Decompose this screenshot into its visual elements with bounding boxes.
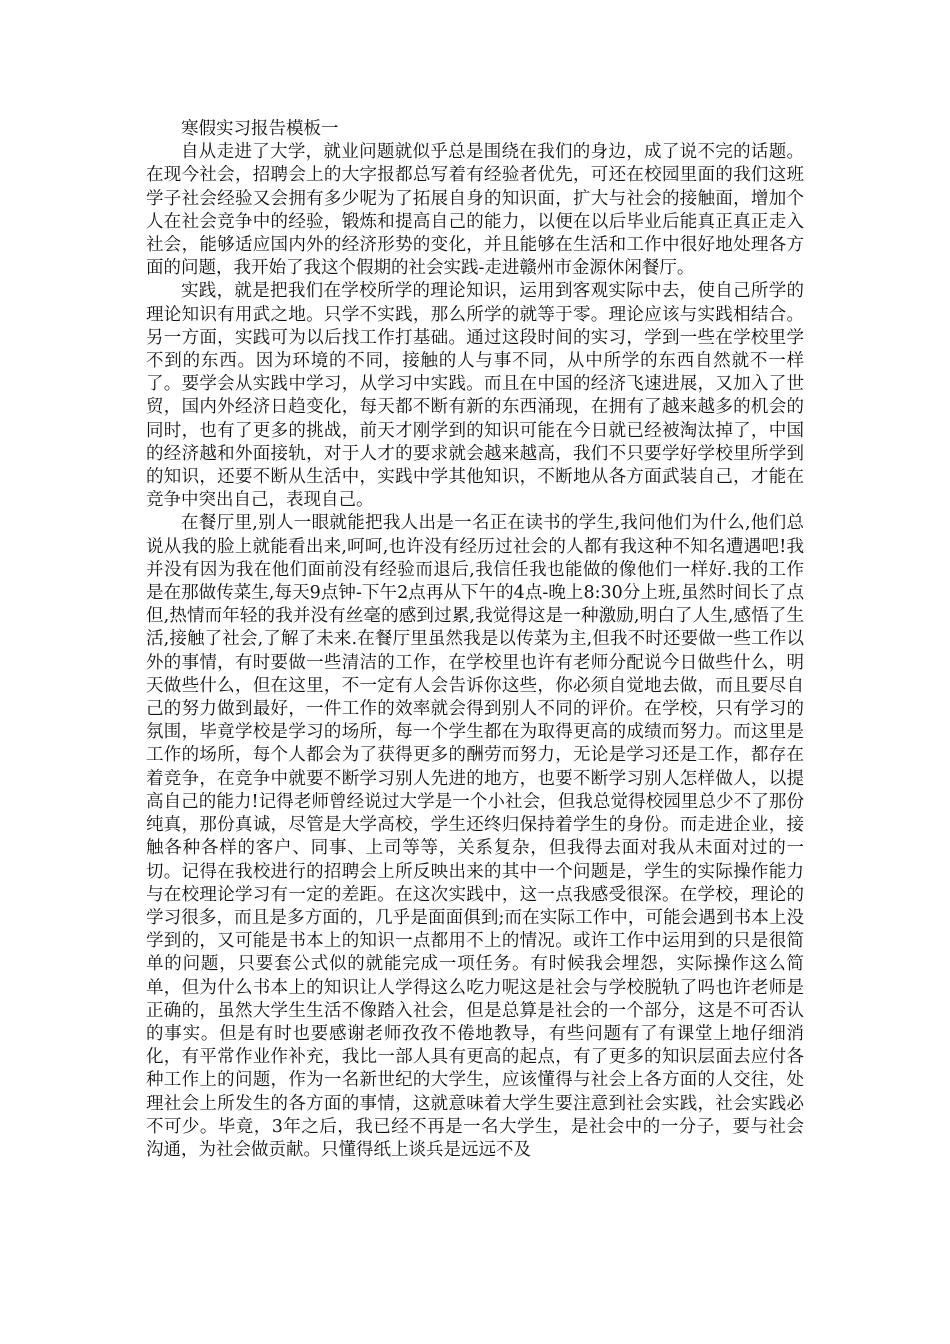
document-page [146, 118, 804, 1162]
paragraph-2: 实践，就是把我们在学校所学的理论知识，运用到客观实际中去，使自己所学的理论知识有用武之地。只学不实践，那么所学的就等于零。理论应该与实践相结合。另一方面，实践可为以后找工作打基础。通过这段时间的实习，学到一些在学校里学不到的东西。因为环境的不同，接触的人与事不同，从中所学的东西自然就不一样了。要学会从实践中学习，从学习中实践。而且在中国的经济飞速进展，又加入了世贸，国内外经济日趋变化，每天都不断有新的东西涌现，在拥有了越来越多的机会的同时，也有了更多的挑战，前天才刚学到的知识可能在今日就已经被淘汰掉了，中国的经济越和外面接轨，对于人才的要求就会越来越高，我们不只要学好学校里所学到的知识，还要不断从生活中，实践中学其他知识，不断地从各方面武装自己，才能在竞争中突出自己，表现自己。 [146, 281, 804, 511]
document-title: 寒假实习报告模板一 [181, 119, 339, 139]
paragraph-1: 自从走进了大学，就业问题就似乎总是围绕在我们的身边，成了说不完的话题。在现今社会，招聘会上的大字报都总写着有经验者优先，可还在校园里面的我们这班学子社会经验又会拥有多少呢为了拓展自身的知识面，扩大与社会的接触面，增加个人在社会竞争中的经验，锻炼和提高自己的能力，以便在以后毕业后能真正真正走入社会，能够适应国内外的经济形势的变化，并且能够在生活和工作中很好地处理各方面的问题，我开始了我这个假期的社会实践-走进赣州市金源休闲餐厅。 [146, 142, 804, 279]
paragraph-3: 在餐厅里,别人一眼就能把我人出是一名正在读书的学生,我问他们为什么,他们总说从我的脸上就能看出来,呵呵,也许没有经历过社会的人都有我这种不知名遭遇吧!我并没有因为我在他们面前没有经验而退后,我信任我也能做的像他们一样好.我的工作是在那做传菜生,每天9点钟-下午2点再从下午的4点-晚上8:30分上班,虽然时间长了点但,热情而年轻的我并没有丝毫的感到过累,我觉得这是一种激励,明白了人生,感悟了生活,接触了社会,了解了未来.在餐厅里虽然我是以传菜为主,但我不时还要做一些工作以外的事情，有时要做一些清洁的工作，在学校里也许有老师分配说今日做些什么，明天做些什么，但在这里，不一定有人会告诉你这些，你必须自觉地去做，而且要尽自己的努力做到最好，一件工作的效率就会得到别人不同的评价。在学校，只有学习的氛围，毕竟学校是学习的场所，每一个学生都在为取得更高的成绩而努力。而这里是工作的场所，每个人都会为了获得更多的酬劳而努力，无论是学习还是工作，都存在着竞争，在竞争中就要不断学习别人先进的地方，也要不断学习别人怎样做人，以提高自己的能力!记得老师曾经说过大学是一个小社会，但我总觉得校园里总少不了那份纯真，那份真诚，尽管是大学高校，学生还终归保持着学生的身份。而走进企业，接触各种各样的客户、同事、上司等等，关系复杂，但我得去面对我从未面对过的一切。记得在我校进行的招聘会上所反映出来的其中一个问题是，学生的实际操作能力与在校理论学习有一定的差距。在这次实践中，这一点我感受很深。在学校，理论的学习很多，而且是多方面的，几乎是面面俱到;而在实际工作中，可能会遇到书本上没学到的，又可能是书本上的知识一点都用不上的情况。或许工作中运用到的只是很简单的问题，只要套公式似的就能完成一项任务。有时候我会埋怨，实际操作这么简单，但为什么书本上的知识让人学得这么吃力呢这是社会与学校脱轨了吗也许老师是正确的，虽然大学生生活不像踏入社会，但是总算是社会的一个部分，这是不可否认的事实。但是有时也要感谢老师孜孜不倦地教导，有些问题有了有课堂上地仔细消化，有平常作业作补充，我比一部人具有更高的起点，有了更多的知识层面去应付各种工作上的问题，作为一名新世纪的大学生，应该懂得与社会上各方面的人交往，处理社会上所发生的各方面的事情，这就意味着大学生要注意到社会实践，社会实践必不可少。毕竟，3年之后，我已经不再是一名大学生，是社会中的一分子，要与社会沟通，为社会做贡献。只懂得纸上谈兵是远远不及 [146, 513, 804, 1160]
